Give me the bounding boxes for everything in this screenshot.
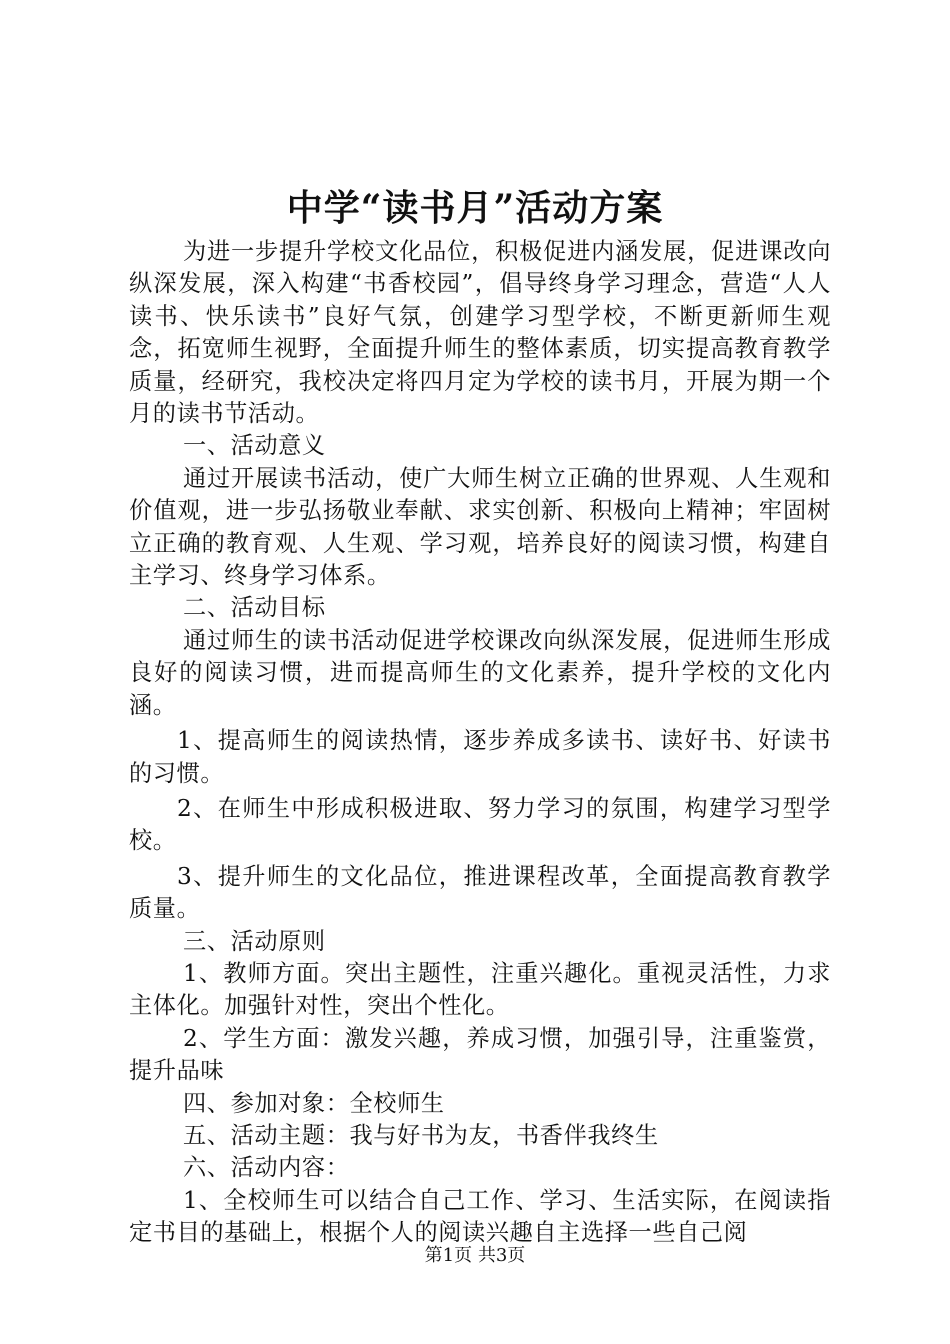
section-heading-significance: 一、活动意义	[183, 432, 326, 460]
intro-paragraph: 为进一步提升学校文化品位，积极促进内涵发展，促进课改向纵深发展，深入构建“书香校园”，倡导终身学习理念，营造“人人读书、快乐读书”良好气氛，创建学习型学校，不断更新师生观念，拓宽师生视野，全面提升师生的整体素质，切实提高教育教学质量，经研究，我校决定将四月定为学校的读书月，开展为期一个月的读书节活动。	[129, 238, 831, 428]
goals-paragraph: 通过师生的读书活动促进学校课改向纵深发展，促进师生形成良好的阅读习惯，进而提高师生的文化素养，提升学校的文化内涵。	[129, 626, 831, 719]
section-theme: 五、活动主题：我与好书为友，书香伴我终生	[183, 1121, 659, 1149]
page-footer: 第1页 共3页	[424, 1245, 526, 1266]
document-body	[129, 236, 831, 1250]
document-title: 中学“读书月”活动方案	[286, 187, 664, 229]
goal-item-3: 3、提升师生的文化品位，推进课程改革，全面提高教育教学质量。	[129, 862, 831, 923]
section-heading-content: 六、活动内容：	[183, 1154, 350, 1182]
section-participants: 四、参加对象：全校师生	[183, 1089, 445, 1117]
significance-paragraph: 通过开展读书活动，使广大师生树立正确的世界观、人生观和价值观，进一步弘扬敬业奉献、求实创新、积极向上精神；牢固树立正确的教育观、人生观、学习观，培养良好的阅读习惯，构建自主学习、终身学习体系。	[129, 464, 831, 590]
principle-item-1: 1、教师方面。突出主题性，注重兴趣化。重视灵活性，力求主体化。加强针对性，突出个性化。	[129, 959, 831, 1020]
goal-item-1: 1、提高师生的阅读热情，逐步养成多读书、读好书、好读书的习惯。	[129, 727, 831, 787]
principle-item-2: 2、学生方面：激发兴趣，养成习惯，加强引导，注重鉴赏，提升品味	[129, 1024, 831, 1085]
goal-item-2: 2、在师生中形成积极进取、努力学习的氛围，构建学习型学校。	[129, 794, 831, 855]
content-item-1: 1、全校师生可以结合自己工作、学习、生活实际，在阅读指定书目的基础上，根据个人的阅读兴趣自主选择一些自己阅	[129, 1186, 831, 1247]
section-heading-principles: 三、活动原则	[183, 927, 326, 955]
section-heading-goals: 二、活动目标	[183, 594, 326, 622]
